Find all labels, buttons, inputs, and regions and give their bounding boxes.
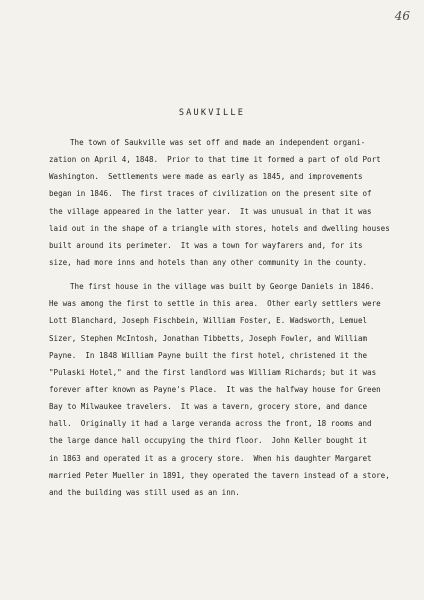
text-line: Sizer, Stephen McIntosh, Jonathan Tibbetts, Joseph Fowler, and William bbox=[49, 333, 368, 343]
text-line: "Pulaski Hotel," and the first landlord was William Richards; but it was bbox=[49, 367, 377, 377]
text-line: laid out in the shape of a triangle with stores, hotels and dwelling houses bbox=[49, 223, 390, 233]
text-line: The town of Saukville was set off and made an independent organi- bbox=[70, 138, 366, 147]
text-line: the large dance hall occupying the third floor. John Keller bought it bbox=[49, 436, 368, 446]
text-line: forever after known as Payne's Place. It was the halfway house for Green bbox=[49, 384, 381, 394]
paragraph bbox=[49, 278, 401, 501]
text-line: began in 1846. The first traces of civilization on the present site of bbox=[49, 189, 372, 199]
page-number: 46 bbox=[394, 9, 410, 23]
text-line: The first house in the village was built by George Daniels in 1846. bbox=[70, 282, 375, 292]
text-line: He was among the first to settle in this area. Other early settlers were bbox=[49, 299, 381, 309]
body-text bbox=[49, 134, 401, 501]
text-line: Lott Blanchard, Joseph Fischbein, William Foster, E. Wadsworth, Lemuel bbox=[49, 316, 368, 326]
paragraph-spacer bbox=[49, 271, 401, 278]
text-line: zation on April 4, 1848. Prior to that time it formed a part of old Port bbox=[49, 155, 381, 165]
page-title: SAUKVILLE bbox=[178, 108, 246, 118]
text-line: built around its perimeter. It was a town for wayfarers and, for its bbox=[49, 240, 363, 250]
text-line: size, had more inns and hotels than any other community in the county. bbox=[49, 257, 368, 267]
text-line: the village appeared in the latter year. It was unusual in that it was bbox=[49, 206, 372, 216]
paragraph bbox=[49, 134, 401, 271]
text-line: Bay to Milwaukee travelers. It was a tavern, grocery store, and dance bbox=[49, 402, 368, 412]
text-line: Payne. In 1848 William Payne built the first hotel, christened it the bbox=[49, 350, 368, 360]
text-line: Washington. Settlements were made as early as 1845, and improvements bbox=[49, 172, 363, 182]
text-line: hall. Originally it had a large veranda across the front, 18 rooms and bbox=[49, 419, 372, 429]
text-line: married Peter Mueller in 1891, they operated the tavern instead of a store, bbox=[49, 470, 390, 480]
text-line: in 1863 and operated it as a grocery store. When his daughter Margaret bbox=[49, 453, 372, 463]
text-line: and the building was still used as an inn. bbox=[49, 487, 240, 497]
